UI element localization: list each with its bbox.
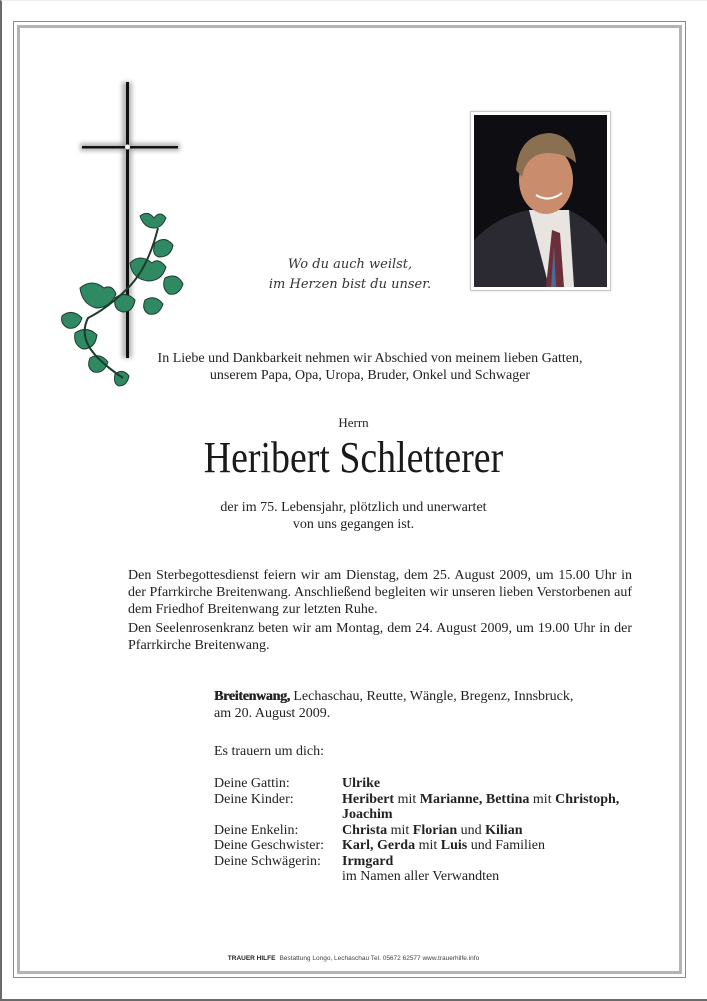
funeral-mass-paragraph: Den Sterbegottesdienst feiern wir am Dienstag, dem 25. August 2009, um 15.00 Uhr in der Pfarrkirche Breitenwang. Anschließend begleiten wir unseren lieben Verstorbenen auf dem Friedhof Breitenwang zur letzten Ruhe. bbox=[128, 568, 632, 617]
family-connector-text: mit bbox=[529, 791, 556, 807]
family-row bbox=[214, 854, 634, 870]
family-relation-label bbox=[214, 807, 342, 823]
family-connector-text: und bbox=[457, 822, 486, 838]
mourners-heading: Es trauern um dich: bbox=[214, 744, 325, 759]
family-member-name: Kilian bbox=[485, 822, 523, 838]
family-row bbox=[214, 869, 634, 885]
family-connector-text: mit bbox=[387, 822, 413, 838]
deceased-name: Heribert Schletterer bbox=[203, 433, 504, 482]
family-connector-text: und Familien bbox=[467, 838, 546, 853]
intro-line-2: unserem Papa, Opa, Uropa, Bruder, Onkel und Schwager bbox=[209, 368, 531, 383]
family-members bbox=[342, 776, 634, 792]
death-note-line-2: von uns gegangen ist. bbox=[292, 517, 415, 532]
family-members bbox=[342, 792, 634, 808]
family-member-name: Joachim bbox=[342, 807, 393, 822]
place-others: Lechaschau, Reutte, Wängle, Bregenz, Innsbruck, bbox=[289, 689, 574, 704]
family-members bbox=[342, 854, 634, 870]
family-member-name: Christa bbox=[342, 822, 388, 838]
family-relation-label: Deine Geschwister: bbox=[214, 838, 325, 853]
intro-text bbox=[140, 350, 600, 384]
family-member-name: Florian bbox=[412, 822, 458, 838]
family-row bbox=[214, 823, 634, 839]
footer-brand: TRAUER HILFE bbox=[227, 955, 276, 962]
family-row bbox=[214, 792, 634, 808]
family-relation-label: Deine Enkelin: bbox=[214, 822, 299, 838]
family-relation-label bbox=[214, 869, 342, 885]
family-list bbox=[214, 776, 634, 885]
family-member-name: Ulrike bbox=[342, 776, 381, 791]
family-members bbox=[342, 869, 634, 885]
death-note bbox=[0, 499, 707, 533]
family-member-name: Christoph, bbox=[555, 791, 620, 807]
family-relation-label: Deine Gattin: bbox=[214, 776, 290, 791]
footer-contact: Bestattung Longo, Lechaschau Tel. 05672 62577 www.trauerhilfe.info bbox=[279, 955, 480, 962]
family-member-name: Luis bbox=[440, 838, 468, 853]
family-member-name: Karl, Gerda bbox=[342, 838, 416, 853]
service-details bbox=[128, 567, 632, 656]
cross-with-ivy-icon bbox=[60, 78, 200, 393]
place-main: Breitenwang, bbox=[214, 689, 290, 704]
family-connector-text: im Namen aller Verwandten bbox=[342, 869, 500, 884]
place-and-date bbox=[214, 688, 634, 722]
family-members bbox=[342, 807, 634, 823]
portrait-photo bbox=[474, 115, 607, 287]
family-member-name: Irmgard bbox=[342, 853, 394, 869]
rosary-paragraph: Den Seelenrosenkranz beten wir am Montag, dem 24. August 2009, um 19.00 Uhr in der Pfarrkirche Breitenwang. bbox=[128, 621, 632, 653]
portrait-frame bbox=[470, 111, 611, 291]
intro-line-1: In Liebe und Dankbarkeit nehmen wir Abschied von meinem lieben Gatten, bbox=[157, 351, 583, 366]
memorial-quote bbox=[240, 255, 460, 295]
family-members bbox=[342, 838, 634, 854]
death-note-line-1: der im 75. Lebensjahr, plötzlich und unerwartet bbox=[220, 500, 487, 515]
family-row bbox=[214, 807, 634, 823]
family-relation-label: Deine Schwägerin: bbox=[214, 853, 321, 869]
quote-line-1: Wo du auch weilst, bbox=[287, 257, 413, 272]
family-member-name: Marianne, Bettina bbox=[419, 791, 530, 807]
family-member-name: Heribert bbox=[342, 791, 395, 807]
notice-date: am 20. August 2009. bbox=[214, 706, 331, 721]
family-connector-text: mit bbox=[415, 838, 441, 853]
family-relation-label: Deine Kinder: bbox=[214, 791, 294, 807]
family-members bbox=[342, 823, 634, 839]
quote-line-2: im Herzen bist du unser. bbox=[268, 277, 432, 292]
footer bbox=[0, 955, 707, 962]
salutation: Herrn bbox=[338, 415, 369, 430]
family-row bbox=[214, 776, 634, 792]
family-row bbox=[214, 838, 634, 854]
family-connector-text: mit bbox=[394, 791, 420, 807]
